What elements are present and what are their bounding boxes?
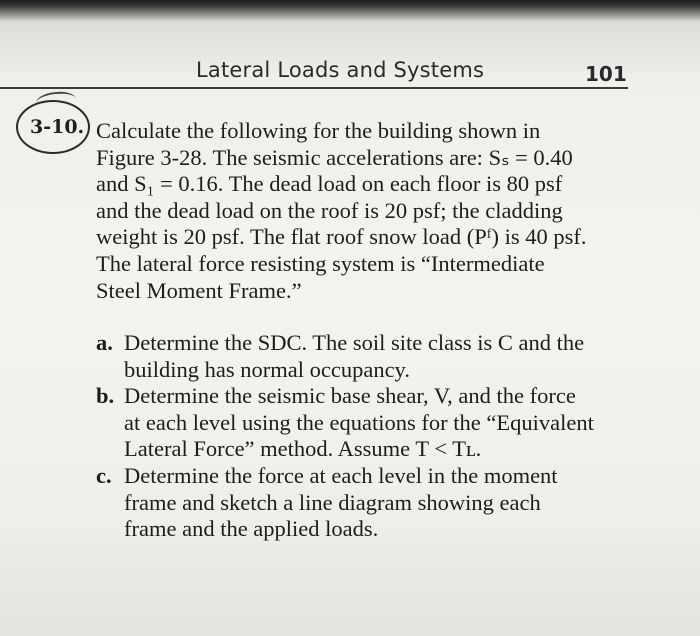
- page-number: 101: [585, 62, 627, 86]
- part-a: [96, 330, 631, 383]
- part-line: at each level using the equations for the “Equivalent: [124, 409, 594, 435]
- part-b: [96, 383, 631, 463]
- problem-parts: [96, 330, 631, 543]
- statement-line: The lateral force resisting system is “Intermediate: [96, 250, 545, 276]
- part-line: frame and the applied loads.: [124, 516, 379, 542]
- statement-line: and the dead load on the roof is 20 psf; the cladding: [96, 197, 563, 223]
- part-line: Lateral Force” method. Assume T < Tʟ.: [124, 436, 482, 462]
- part-letter: c.: [96, 462, 112, 488]
- part-line: Determine the SDC. The soil site class is C and the: [124, 330, 585, 355]
- part-c: [96, 463, 631, 543]
- part-line: Determine the seismic base shear, V, and the force: [124, 383, 576, 409]
- statement-line: Calculate the following for the building shown in: [96, 118, 541, 143]
- statement-line: and S₁ = 0.16. The dead load on each floor is 80 psf: [96, 171, 563, 197]
- statement-line: weight is 20 psf. The flat roof snow load (Pᶠ) is 40 psf.: [96, 224, 587, 250]
- running-head-title: Lateral Loads and Systems: [196, 58, 485, 82]
- statement-line: Steel Moment Frame.”: [96, 277, 302, 303]
- header-rule: [0, 87, 628, 89]
- part-letter: b.: [96, 383, 115, 409]
- statement-line: Figure 3-28. The seismic accelerations are: Sₛ = 0.40: [96, 144, 573, 170]
- part-line: Determine the force at each level in the moment: [124, 462, 558, 488]
- problem-statement: [96, 118, 631, 304]
- part-letter: a.: [96, 330, 113, 355]
- part-line: building has normal occupancy.: [124, 356, 410, 382]
- part-line: frame and sketch a line diagram showing each: [124, 489, 541, 515]
- problem-number: 3-10.: [30, 116, 85, 138]
